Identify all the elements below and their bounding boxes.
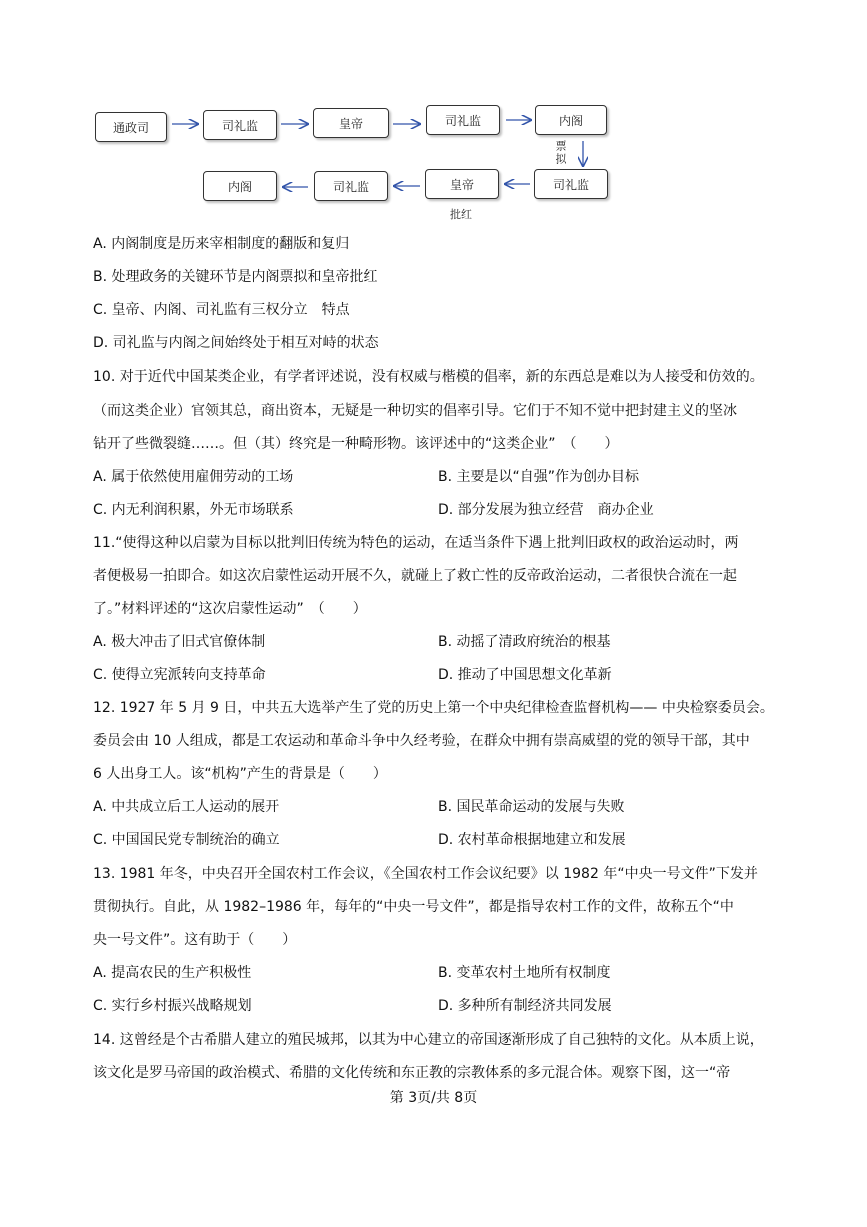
q12-option-a: A. 中共成立后工人运动的展开 bbox=[93, 799, 280, 815]
q12-stem-3: 6 人出身工人。该“机构”产生的背景是（ ） bbox=[93, 766, 387, 782]
q9-option-c: C. 皇帝、内阁、司礼监有三权分立 特点 bbox=[93, 302, 350, 318]
q11-option-a: A. 极大冲击了旧式官僚体制 bbox=[93, 634, 266, 650]
q11-stem-2: 者便极易一拍即合。如这次启蒙性运动开展不久，就碰上了救亡性的反帝政治运动，二者很快合流在一起 bbox=[93, 568, 737, 584]
note-pihong: 批红 bbox=[450, 208, 472, 221]
note-piaoni: 票拟 bbox=[554, 140, 567, 166]
page-number: 第 3页/共 8页 bbox=[389, 1090, 478, 1106]
q12-option-b: B. 国民革命运动的发展与失败 bbox=[438, 799, 625, 815]
q9-option-b: B. 处理政务的关键环节是内阁票拟和皇帝批红 bbox=[93, 269, 378, 285]
q14-stem-2: 该文化是罗马帝国的政治模式、希腊的文化传统和东正教的宗教体系的多元混合体。观察下图，这一“帝 bbox=[93, 1065, 731, 1081]
q13-option-d: D. 多种所有制经济共同发展 bbox=[438, 998, 612, 1014]
box-neige-1: 内阁 bbox=[535, 105, 607, 135]
box-silijian-3: 司礼监 bbox=[534, 169, 608, 199]
q10-option-d: D. 部分发展为独立经营 商办企业 bbox=[438, 502, 654, 518]
q11-option-c: C. 使得立宪派转向支持革命 bbox=[93, 667, 266, 683]
q9-option-a: A. 内阁制度是历来宰相制度的翻版和复归 bbox=[93, 236, 350, 252]
flow-diagram bbox=[0, 0, 867, 230]
box-silijian-1: 司礼监 bbox=[203, 110, 277, 140]
q12-stem-2: 委员会由 10 人组成，都是工农运动和革命斗争中久经考验，在群众中拥有崇高威望的党的领导干部，其中 bbox=[93, 733, 750, 749]
q13-option-c: C. 实行乡村振兴战略规划 bbox=[93, 998, 252, 1014]
box-neige-2: 内阁 bbox=[203, 171, 277, 201]
q10-option-b: B. 主要是以“自强”作为创办目标 bbox=[438, 469, 640, 485]
q11-option-b: B. 动摇了清政府统治的根基 bbox=[438, 634, 611, 650]
q13-stem-2: 贯彻执行。自此，从 1982–1986 年，每年的“中央一号文件”，都是指导农村工作的文件，故称五个“中 bbox=[93, 899, 734, 915]
q10-stem-1: 10. 对于近代中国某类企业，有学者评述说，没有权威与楷模的倡率，新的东西总是难以为人接受和仿效的。 bbox=[93, 369, 764, 385]
q10-stem-2: （而这类企业）官领其总，商出资本，无疑是一种切实的倡率引导。它们于不知不觉中把封建主义的坚冰 bbox=[93, 403, 737, 419]
box-emperor-2: 皇帝 bbox=[425, 169, 499, 199]
q13-stem-3: 央一号文件”。这有助于（ ） bbox=[93, 932, 297, 948]
box-silijian-2: 司礼监 bbox=[426, 105, 500, 135]
q13-option-b: B. 变革农村土地所有权制度 bbox=[438, 965, 611, 981]
q11-option-d: D. 推动了中国思想文化革新 bbox=[438, 667, 612, 683]
q10-option-a: A. 属于依然使用雇佣劳动的工场 bbox=[93, 469, 294, 485]
box-tongzhengsi: 通政司 bbox=[95, 112, 167, 142]
q13-stem-1: 13. 1981 年冬，中央召开全国农村工作会议，《全国农村工作会议纪要》以 1982 年“中央一号文件”下发并 bbox=[93, 866, 758, 882]
box-silijian-4: 司礼监 bbox=[314, 171, 388, 201]
box-emperor-1: 皇帝 bbox=[313, 108, 389, 138]
q12-option-d: D. 农村革命根据地建立和发展 bbox=[438, 832, 626, 848]
q13-option-a: A. 提高农民的生产积极性 bbox=[93, 965, 252, 981]
q11-stem-1: 11.“使得这种以启蒙为目标以批判旧传统为特色的运动，在适当条件下遇上批判旧政权的政治运动时，两 bbox=[93, 535, 739, 551]
q14-stem-1: 14. 这曾经是个古希腊人建立的殖民城邦，以其为中心建立的帝国逐渐形成了自己独特的文化。从本质上说， bbox=[93, 1032, 764, 1048]
q9-option-d: D. 司礼监与内阁之间始终处于相互对峙的状态 bbox=[93, 335, 379, 351]
q12-stem-1: 12. 1927 年 5 月 9 日，中共五大选举产生了党的历史上第一个中央纪律检查监督机构—— 中央检察委员会。 bbox=[93, 700, 774, 716]
q11-stem-3: 了。”材料评述的“这次启蒙性运动” （ ） bbox=[93, 601, 367, 617]
q12-option-c: C. 中国国民党专制统治的确立 bbox=[93, 832, 280, 848]
q10-stem-3: 钻开了些微裂缝……。但（其）终究是一种畸形物。该评述中的“这类企业” （ ） bbox=[93, 436, 619, 452]
q10-option-c: C. 内无利润积累，外无市场联系 bbox=[93, 502, 294, 518]
